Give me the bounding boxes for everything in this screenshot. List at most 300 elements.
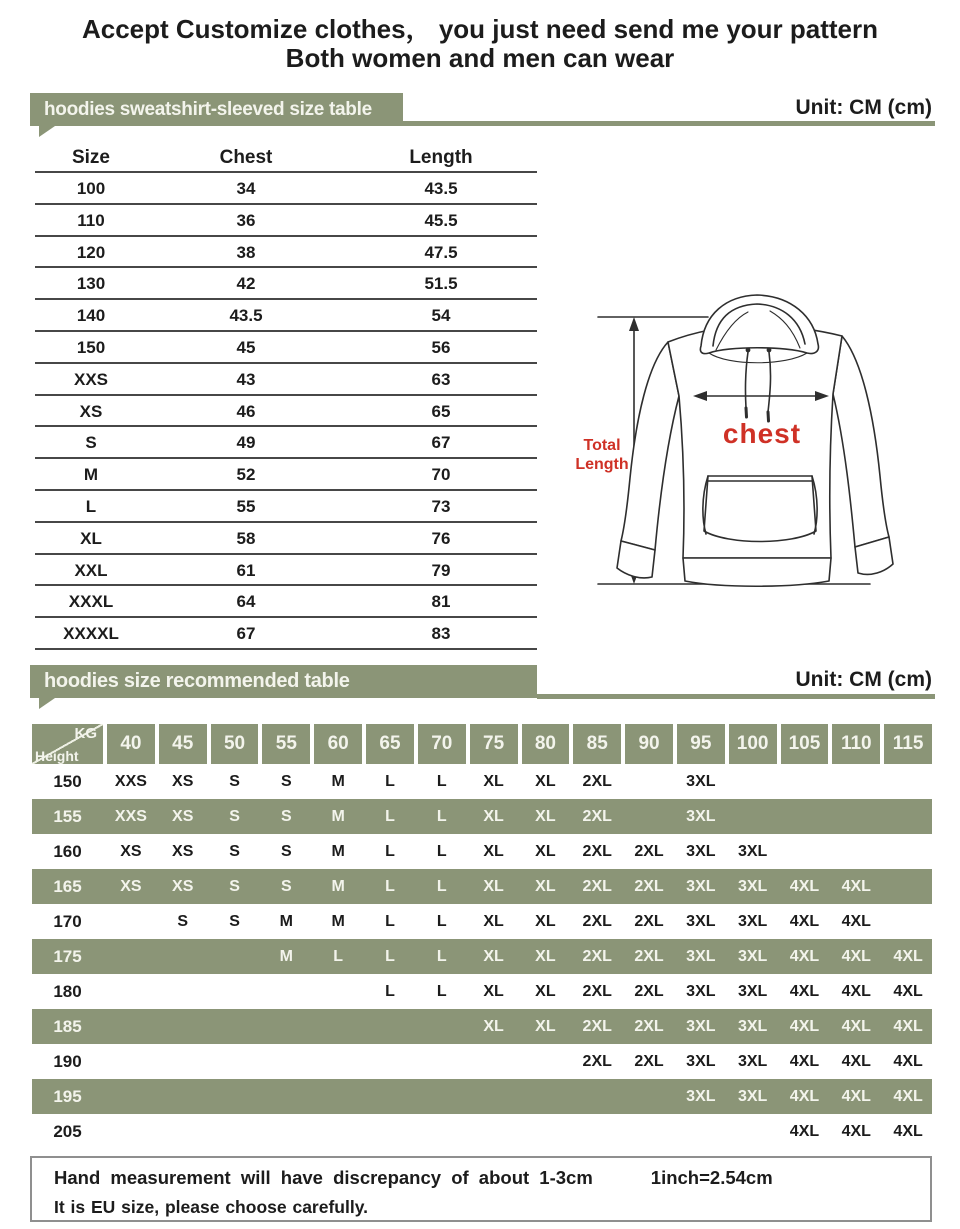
size-cell: XS <box>79 401 103 421</box>
weight-column-header: 90 <box>625 724 673 764</box>
size-recommendation-cell: 4XL <box>841 948 871 965</box>
size-recommendation-cell: 3XL <box>686 843 716 860</box>
size-cell: M <box>83 465 99 485</box>
table-row <box>32 834 932 869</box>
size-recommendation-cell: M <box>331 913 345 930</box>
chest-cell: 42 <box>236 274 256 294</box>
size-recommendation-cell <box>366 1044 414 1079</box>
size-recommendation-cell: 2XL <box>582 808 612 825</box>
size-recommendation-cell: XL <box>483 948 504 965</box>
size-recommendation-cell <box>262 1044 310 1079</box>
size-recommendation-cell <box>107 904 155 939</box>
size-recommendation-cell <box>107 939 155 974</box>
size-recommendation-cell: 3XL <box>686 773 716 790</box>
size-recommendation-cell <box>470 1079 518 1114</box>
weight-column-header: 95 <box>677 724 725 764</box>
size-cell: XL <box>80 528 102 548</box>
arrowhead-up <box>629 317 639 331</box>
size-recommendation-cell: 3XL <box>686 808 716 825</box>
size-recommendation-cell: XXS <box>114 808 147 825</box>
unit-label-1: Unit: CM (cm) <box>795 96 932 119</box>
size-recommendation-cell: 3XL <box>737 843 768 860</box>
size-recommendation-cell <box>211 974 259 1009</box>
size-recommendation-cell <box>884 799 932 834</box>
size-recommendation-cell: S <box>229 843 240 860</box>
size-recommendation-cell: L <box>385 983 395 1000</box>
size-recommendation-cell: 2XL <box>582 1018 612 1035</box>
size-cell: XXXXL <box>63 624 119 644</box>
chest-cell: 46 <box>236 401 256 421</box>
size-recommendation-cell: 3XL <box>737 1053 768 1070</box>
size-recommendation-cell: XL <box>535 808 556 825</box>
size-recommendation-cell: S <box>281 843 292 860</box>
size-recommendation-cell: XL <box>483 843 504 860</box>
size-recommendation-cell: M <box>279 913 293 930</box>
size-recommendation-cell: 3XL <box>686 983 716 1000</box>
table-row <box>35 618 537 650</box>
chest-cell: 64 <box>236 592 256 612</box>
size-recommendation-cell: 3XL <box>686 913 716 930</box>
size-recommendation-cell: 4XL <box>789 948 820 965</box>
size-table-header <box>35 142 537 173</box>
size-recommendation-cell: 4XL <box>893 983 923 1000</box>
length-cell: 63 <box>431 369 451 389</box>
size-recommendation-cell <box>470 1114 518 1149</box>
table-row <box>35 300 537 332</box>
size-recommendation-cell: XS <box>120 878 142 895</box>
size-recommendation-cell: 4XL <box>841 983 871 1000</box>
size-recommendation-cell: XL <box>535 843 556 860</box>
size-recommendation-cell <box>522 1114 570 1149</box>
size-recommendation-cell: 3XL <box>686 878 716 895</box>
size-recommendation-cell <box>107 1079 155 1114</box>
size-column-header: Chest <box>219 147 273 168</box>
left-sleeve <box>621 342 679 550</box>
size-recommendation-cell <box>625 799 673 834</box>
size-recommendation-cell: 4XL <box>841 913 871 930</box>
size-recommendation-cell: 2XL <box>582 948 612 965</box>
size-recommendation-cell: 2XL <box>634 1053 664 1070</box>
size-recommendation-cell <box>884 904 932 939</box>
divider-rule-2 <box>537 694 935 699</box>
size-table <box>35 142 537 650</box>
weight-column-header: 70 <box>418 724 466 764</box>
height-cell: 165 <box>53 877 82 896</box>
size-recommendation-cell <box>262 1079 310 1114</box>
length-cell: 83 <box>431 624 451 644</box>
size-recommendation-cell: XXS <box>114 773 147 790</box>
page-title-line2: Both women and men can wear <box>285 43 675 73</box>
length-cell: 47.5 <box>424 242 458 262</box>
table-row <box>35 555 537 587</box>
size-recommendation-cell: 4XL <box>841 1088 871 1105</box>
divider-rule-1 <box>403 121 935 126</box>
size-recommendation-cell: 3XL <box>737 913 768 930</box>
size-cell: 150 <box>76 337 106 357</box>
size-recommendation-cell: 3XL <box>686 1088 716 1105</box>
size-recommendation-cell <box>107 1114 155 1149</box>
size-recommendation-cell: L <box>385 948 395 965</box>
size-recommendation-cell: 4XL <box>893 1018 923 1035</box>
size-cell: 140 <box>76 306 106 326</box>
size-recommendation-cell: 2XL <box>582 913 612 930</box>
size-recommendation-cell <box>729 764 777 799</box>
size-recommendation-cell <box>832 799 880 834</box>
table-row <box>35 364 537 396</box>
page-title-line1: Accept Customize clothes， you just need send me your pattern <box>81 14 879 44</box>
height-cell: 195 <box>53 1087 82 1106</box>
size-recommendation-cell <box>211 939 259 974</box>
table-row <box>32 904 932 939</box>
size-recommendation-cell <box>211 1079 259 1114</box>
size-cell: XXL <box>74 560 108 580</box>
size-recommendation-cell: 2XL <box>634 1018 664 1035</box>
size-recommendation-cell: L <box>436 983 447 1000</box>
table-row <box>35 459 537 491</box>
size-recommendation-cell <box>832 834 880 869</box>
recommended-table-banner <box>30 665 537 698</box>
size-cell: 120 <box>76 242 106 262</box>
size-recommendation-cell: XS <box>172 878 194 895</box>
height-cell: 180 <box>53 982 82 1001</box>
size-recommendation-cell: L <box>436 948 447 965</box>
chest-cell: 43.5 <box>229 306 263 326</box>
table-row <box>35 491 537 523</box>
size-recommendation-cell: 2XL <box>634 913 664 930</box>
size-recommendation-cell: 3XL <box>737 878 768 895</box>
table-row <box>35 237 537 269</box>
size-recommendation-cell <box>211 1114 259 1149</box>
size-recommendation-cell <box>314 1009 362 1044</box>
length-cell: 73 <box>431 496 451 516</box>
size-recommendation-cell: 2XL <box>582 843 612 860</box>
size-recommendation-cell: M <box>331 843 345 860</box>
size-recommendation-cell: 3XL <box>737 983 768 1000</box>
size-recommendation-cell <box>159 974 207 1009</box>
size-recommendation-cell: XL <box>535 878 556 895</box>
size-recommendation-cell <box>884 869 932 904</box>
table-row <box>35 523 537 555</box>
length-cell: 54 <box>431 306 451 326</box>
table-row <box>35 173 537 205</box>
size-recommendation-cell: XS <box>172 843 194 860</box>
table-row <box>35 427 537 459</box>
size-recommendation-cell <box>729 799 777 834</box>
size-recommendation-cell <box>262 974 310 1009</box>
recommended-table-banner-label: hoodies size recommended table <box>44 670 350 692</box>
height-cell: 190 <box>53 1052 82 1071</box>
size-recommendation-cell: XL <box>483 913 504 930</box>
size-recommendation-cell: L <box>385 878 395 895</box>
chest-cell: 49 <box>236 433 256 453</box>
chest-cell: 58 <box>236 528 256 548</box>
weight-column-header: 110 <box>832 724 880 764</box>
size-recommendation-cell <box>522 1044 570 1079</box>
size-recommendation-cell <box>729 1114 777 1149</box>
size-recommendation-cell <box>884 764 932 799</box>
size-recommendation-cell: L <box>436 843 447 860</box>
table-row <box>32 1044 932 1079</box>
size-cell: 130 <box>76 274 106 294</box>
size-recommendation-cell <box>625 764 673 799</box>
size-recommendation-cell: XS <box>120 843 142 860</box>
chest-cell: 67 <box>236 624 256 644</box>
size-recommendation-cell: 4XL <box>893 1123 923 1140</box>
size-recommendation-cell: 3XL <box>737 1088 768 1105</box>
size-recommendation-cell: 2XL <box>634 843 664 860</box>
length-cell: 45.5 <box>424 210 458 230</box>
size-recommendation-cell <box>159 1044 207 1079</box>
size-recommendation-cell: 2XL <box>634 878 664 895</box>
size-recommendation-cell: L <box>436 913 447 930</box>
weight-column-header: 65 <box>366 724 414 764</box>
size-recommendation-cell <box>625 1114 673 1149</box>
table-row <box>35 205 537 237</box>
size-recommendation-cell: 4XL <box>789 1088 820 1105</box>
size-recommendation-cell <box>781 834 829 869</box>
size-table-banner-label: hoodies sweatshirt-sleeved size table <box>44 99 372 120</box>
size-recommendation-cell: M <box>279 948 293 965</box>
size-recommendation-cell: 3XL <box>737 948 768 965</box>
size-recommendation-cell: 4XL <box>789 1123 820 1140</box>
chest-cell: 34 <box>236 179 256 198</box>
size-recommendation-cell: XL <box>535 948 556 965</box>
size-recommendation-cell: L <box>436 773 447 790</box>
weight-column-header: 115 <box>884 724 932 764</box>
size-recommendation-cell: 2XL <box>582 1053 612 1070</box>
size-recommendation-cell: 2XL <box>634 983 664 1000</box>
size-recommendation-cell: L <box>385 773 395 790</box>
size-recommendation-cell: 4XL <box>893 948 923 965</box>
weight-column-header: 85 <box>573 724 621 764</box>
height-cell: 160 <box>53 842 82 861</box>
size-recommendation-cell <box>832 764 880 799</box>
footer-inch-conversion: 1inch=2.54cm <box>650 1167 773 1188</box>
weight-column-header: 100 <box>729 724 777 764</box>
size-recommendation-cell <box>781 764 829 799</box>
size-column-header: Length <box>409 147 473 168</box>
height-cell: 170 <box>53 912 82 931</box>
table-row <box>35 268 537 300</box>
table-row <box>32 869 932 904</box>
size-recommendation-cell: 4XL <box>789 913 820 930</box>
size-cell: 110 <box>77 210 105 230</box>
size-recommendation-cell: 3XL <box>686 948 716 965</box>
kangaroo-pocket <box>704 476 816 542</box>
footer-line1 <box>54 1167 908 1189</box>
size-recommendation-cell: 3XL <box>686 1018 716 1035</box>
size-recommendation-cell: S <box>229 773 240 790</box>
size-recommendation-cell: XL <box>483 1018 504 1035</box>
table-row <box>35 396 537 428</box>
length-cell: 43.5 <box>424 179 458 198</box>
size-recommendation-cell <box>677 1114 725 1149</box>
chest-cell: 38 <box>236 242 256 262</box>
size-recommendation-cell <box>314 1044 362 1079</box>
length-cell: 51.5 <box>424 274 458 294</box>
size-recommendation-cell: 4XL <box>789 878 820 895</box>
size-recommendation-cell: 2XL <box>582 773 612 790</box>
size-column-header: Size <box>71 147 111 168</box>
length-cell: 56 <box>431 337 451 357</box>
size-recommendation-cell: XL <box>483 983 504 1000</box>
size-recommendation-cell: 4XL <box>841 1053 871 1070</box>
chest-cell: 45 <box>236 337 256 357</box>
size-recommendation-cell <box>781 799 829 834</box>
size-recommendation-cell: 2XL <box>582 878 612 895</box>
size-recommendation-cell: 2XL <box>634 948 664 965</box>
size-recommendation-cell: 4XL <box>841 1018 871 1035</box>
unit-label-2: Unit: CM (cm) <box>795 668 932 691</box>
size-cell: L <box>85 496 97 516</box>
chest-cell: 55 <box>236 496 256 516</box>
size-recommendation-cell <box>211 1009 259 1044</box>
size-recommendation-cell: L <box>385 843 395 860</box>
size-recommendation-cell: XL <box>535 913 556 930</box>
size-recommendation-cell <box>262 1114 310 1149</box>
size-recommendation-cell <box>159 1079 207 1114</box>
size-recommendation-cell <box>418 1114 466 1149</box>
size-recommendation-cell: S <box>229 808 240 825</box>
size-recommendation-cell: XL <box>483 773 504 790</box>
size-recommendation-cell <box>573 1079 621 1114</box>
size-recommendation-cell: XL <box>483 878 504 895</box>
size-recommendation-cell: L <box>436 808 447 825</box>
size-recommendation-cell <box>573 1114 621 1149</box>
size-cell: XXXL <box>68 592 114 612</box>
size-recommendation-cell: 4XL <box>893 1088 923 1105</box>
total-length-label-line2: Length <box>575 456 629 473</box>
footer-note <box>30 1156 932 1222</box>
size-recommendation-cell: L <box>436 878 447 895</box>
height-cell: 175 <box>53 947 82 966</box>
weight-column-header: 75 <box>470 724 518 764</box>
size-recommendation-cell: XL <box>483 808 504 825</box>
weight-column-header: 45 <box>159 724 207 764</box>
size-recommendation-cell <box>418 1044 466 1079</box>
size-cell: S <box>85 433 97 453</box>
hem-band <box>683 558 831 586</box>
table-row <box>32 1009 932 1044</box>
chest-cell: 36 <box>236 210 256 230</box>
size-recommendation-cell <box>314 974 362 1009</box>
hoodie-measurement-diagram <box>556 278 956 614</box>
chest-cell: 61 <box>236 560 256 580</box>
size-recommendation-cell: 3XL <box>737 1018 768 1035</box>
size-recommendation-cell: L <box>333 948 344 965</box>
size-recommendation-cell <box>159 1009 207 1044</box>
size-recommendation-cell <box>366 1009 414 1044</box>
length-cell: 70 <box>431 465 451 485</box>
length-cell: 67 <box>431 433 451 453</box>
height-cell: 185 <box>53 1017 82 1036</box>
size-recommendation-cell <box>107 974 155 1009</box>
weight-column-header: 50 <box>211 724 259 764</box>
table-row <box>35 586 537 618</box>
size-recommendation-cell: XL <box>535 983 556 1000</box>
size-recommendation-cell: L <box>385 808 395 825</box>
size-recommendation-cell: XS <box>172 808 194 825</box>
length-cell: 81 <box>431 592 451 612</box>
table-row <box>35 332 537 364</box>
size-recommendation-cell: S <box>229 913 240 930</box>
size-recommendation-cell: M <box>331 773 345 790</box>
size-recommendation-cell: S <box>229 878 240 895</box>
table-row <box>32 974 932 1009</box>
length-cell: 65 <box>431 401 451 421</box>
length-cell: 76 <box>431 528 451 548</box>
footer-discrepancy-text: Hand measurement will have discrepancy of about 1-3cm <box>54 1167 593 1188</box>
size-recommendation-cell <box>366 1079 414 1114</box>
chest-cell: 43 <box>236 369 256 389</box>
size-cell: 100 <box>76 179 106 198</box>
recommended-table-body <box>32 764 932 1149</box>
weight-column-header: 40 <box>107 724 155 764</box>
size-recommendation-cell: L <box>385 913 395 930</box>
size-cell: XXS <box>73 369 109 389</box>
size-table-body <box>35 173 537 650</box>
size-recommendation-cell: S <box>177 913 189 930</box>
length-cell: 79 <box>431 560 451 580</box>
right-sleeve <box>833 336 889 547</box>
aglet-left <box>746 408 747 417</box>
table-row <box>32 799 932 834</box>
size-recommendation-cell <box>625 1079 673 1114</box>
size-recommendation-cell <box>159 939 207 974</box>
size-recommendation-cell: 3XL <box>686 1053 716 1070</box>
size-recommendation-cell <box>418 1009 466 1044</box>
size-recommendation-cell <box>522 1079 570 1114</box>
size-recommendation-cell: 4XL <box>841 878 871 895</box>
table-row <box>32 764 932 799</box>
size-recommendation-cell <box>314 1079 362 1114</box>
size-recommendation-cell: XL <box>535 1018 556 1035</box>
weight-column-header: 60 <box>314 724 362 764</box>
size-recommendation-cell: 4XL <box>841 1123 871 1140</box>
weight-column-header: 55 <box>262 724 310 764</box>
size-recommendation-cell: 4XL <box>789 983 820 1000</box>
size-recommendation-cell: 4XL <box>893 1053 923 1070</box>
chest-cell: 52 <box>236 465 256 485</box>
size-recommendation-cell: M <box>331 808 345 825</box>
size-recommendation-cell: XS <box>172 773 194 790</box>
height-cell: 155 <box>53 807 82 826</box>
recommended-table <box>32 724 932 1149</box>
size-recommendation-cell: S <box>281 773 292 790</box>
size-recommendation-cell: M <box>331 878 345 895</box>
recommended-table-header <box>32 724 932 764</box>
size-recommendation-cell: 4XL <box>789 1018 820 1035</box>
total-length-label-line1: Total <box>583 437 621 454</box>
table-row <box>32 1114 932 1149</box>
size-recommendation-cell <box>159 1114 207 1149</box>
weight-column-header: 80 <box>522 724 570 764</box>
table-row <box>32 1079 932 1114</box>
size-recommendation-cell <box>262 1009 310 1044</box>
weight-column-header: 105 <box>781 724 829 764</box>
size-table-banner <box>30 93 403 126</box>
size-recommendation-cell <box>470 1044 518 1079</box>
size-recommendation-cell: 4XL <box>789 1053 820 1070</box>
size-recommendation-cell: XL <box>535 773 556 790</box>
height-cell: 150 <box>53 772 82 791</box>
footer-line2: It is EU size, please choose carefully. <box>54 1197 369 1217</box>
table-row <box>32 939 932 974</box>
size-recommendation-cell: S <box>281 808 292 825</box>
size-recommendation-cell <box>418 1079 466 1114</box>
size-recommendation-cell <box>211 1044 259 1079</box>
size-recommendation-cell <box>107 1009 155 1044</box>
